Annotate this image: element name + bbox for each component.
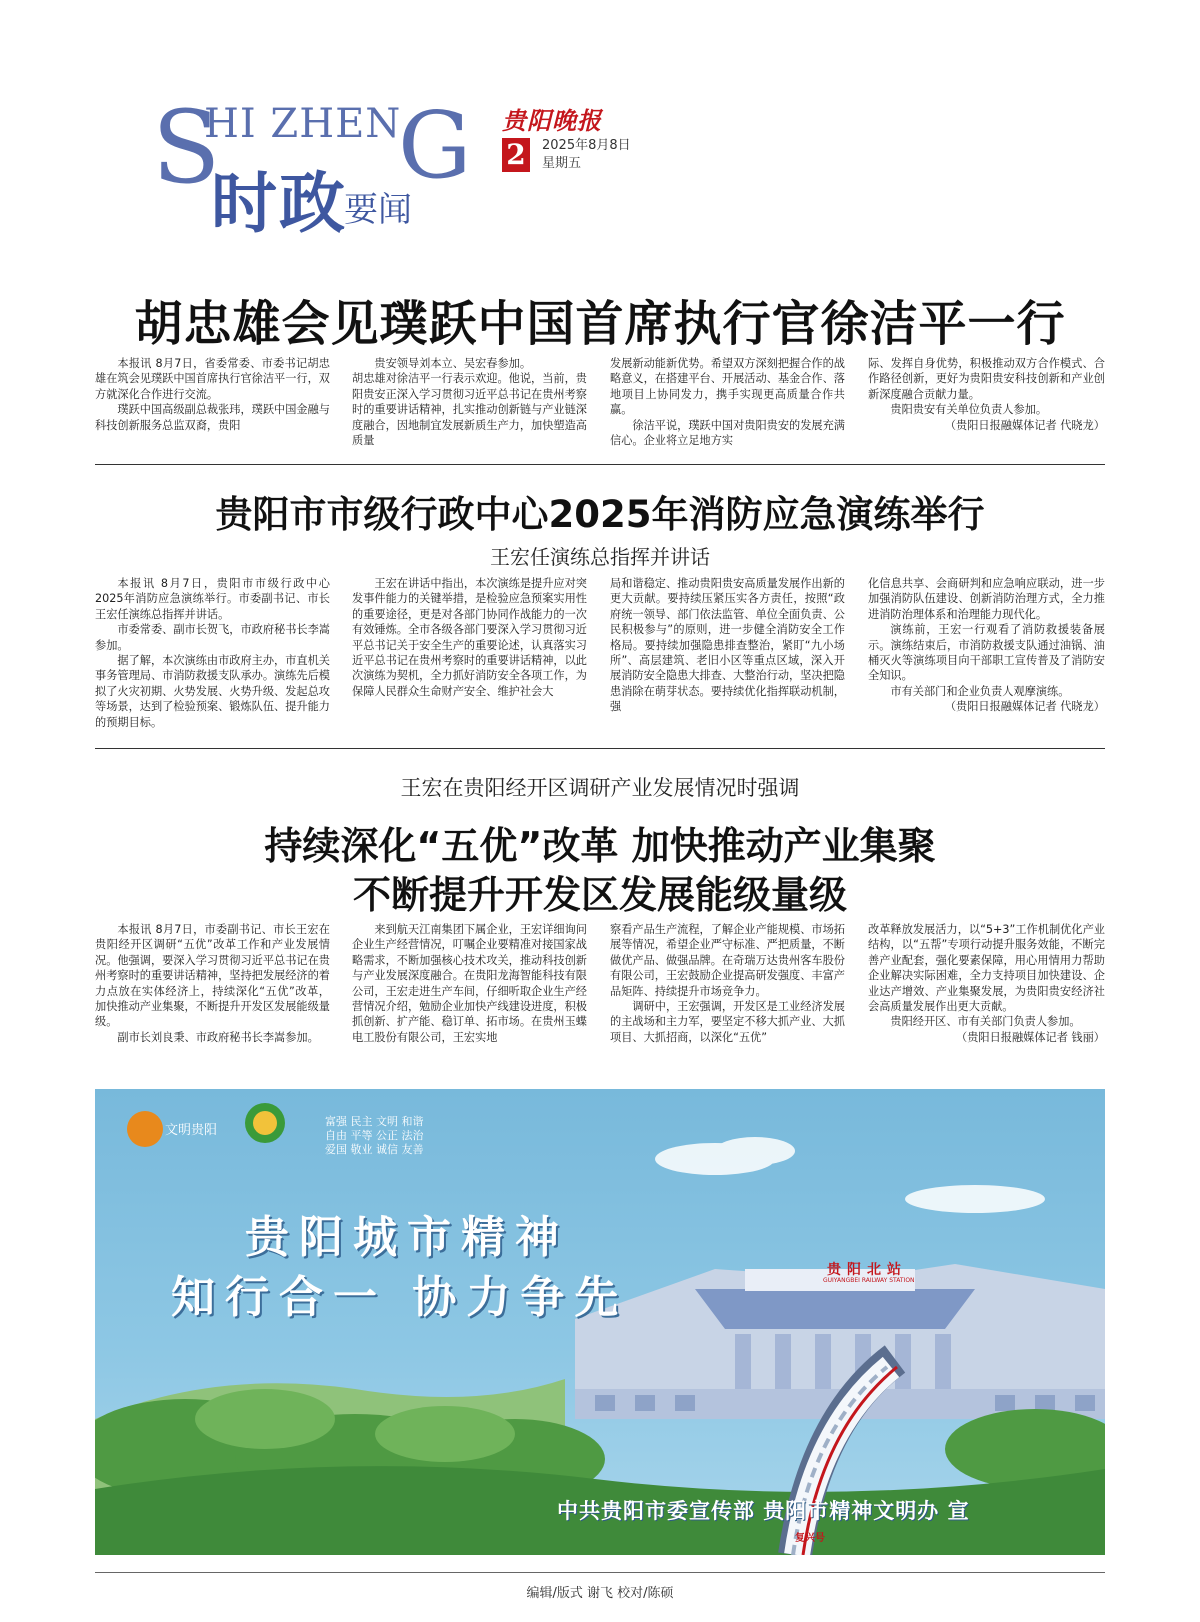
paragraph: 察看产品生产流程，了解企业产能规模、市场拓展等情况，希望企业严守标准、严把质量，不断做优产品、做强品牌。在奇瑞万达贵州客车股份有限公司，王宏鼓励企业提高研发强度、丰富产品矩阵、持续提升市场竞争力。 — [610, 923, 845, 998]
article3-col2 — [352, 922, 587, 1077]
paragraph: 副市长刘良秉、市政府秘书长李嵩参加。 — [117, 1030, 319, 1044]
article3-col1 — [95, 922, 330, 1077]
cloud-graphic — [655, 1137, 1045, 1213]
ad-credit: 中共贵阳市委宣传部 贵阳市精神文明办 宣 — [557, 1499, 970, 1523]
article2-col4 — [868, 576, 1105, 731]
paragraph: 胡忠雄对徐洁平一行表示欢迎。他说，当前，贵阳贵安正深入学习贯彻习近平总书记在贵州考察时的重要讲话精神，扎实推动创新链与产业链深度融合，因地制宜发展新质生产力，加快塑造高质量 — [352, 372, 587, 448]
article1-headline: 胡忠雄会见璞跃中国首席执行官徐洁平一行 — [134, 296, 1066, 352]
paragraph: 本报讯 8月7日，市委副书记、市长王宏在贵阳经开区调研“五优”改革工作和产业发展情况。他强调，要深入学习贯彻习近平总书记在贵州考察时的重要讲话精神，坚持把发展经济的着力点放在实体经济上，持续深化“五优”改革，加快推动产业集聚，不断提升开发区发展能级量级。 — [95, 923, 330, 1029]
article1-col1 — [95, 356, 330, 448]
article3-headline-line1: 持续深化“五优”改革 加快推动产业集聚 — [264, 824, 936, 868]
ad-slogan-line2: 知行合一 协力争先 — [171, 1272, 629, 1323]
paragraph: 化信息共享、会商研判和应急响应联动，进一步加强消防队伍建设、创新消防治理方式，全力推进消防治理体系和治理能力现代化。 — [868, 577, 1105, 621]
byline: （贵阳日报融媒体记者 代晓龙） — [944, 700, 1105, 714]
paragraph: 局和谐稳定、推动贵阳贵安高质量发展作出新的更大贡献。要持续压紧压实各方责任，按照“政府统一领导、部门依法监管、单位全面负责、公民积极参与”的原则，进一步健全消防安全工作格局。要持续加强隐患排查整治，紧盯“九小场所”、高层建筑、老旧小区等重点区域，深入开展消防安全隐患大排查、大整治行动，坚决把隐患消除在萌芽状态。要持续优化指挥联动机制，强 — [610, 577, 845, 714]
article1-col4 — [868, 356, 1105, 448]
article3-kicker: 王宏在贵阳经开区调研产业发展情况时强调 — [400, 776, 800, 800]
paragraph: 徐洁平说，璞跃中国对贵阳贵安的发展充满信心。企业将立足地方实 — [610, 418, 845, 448]
station-name: 贵阳北站 — [827, 1262, 907, 1278]
byline: （贵阳日报融媒体记者 钱丽） — [956, 1030, 1105, 1044]
article2-col1 — [95, 576, 330, 731]
paper-logo: 贵阳晚报 — [502, 106, 602, 135]
paragraph: 发展新动能新优势。希望双方深刻把握合作的战略意义，在搭建平台、开展活动、基金合作、落地项目上协同发力，携手实现更高质量合作共赢。 — [610, 357, 845, 417]
paragraph: 王宏在讲话中指出，本次演练是提升应对突发事件能力的关键举措，是检验应急预案实用性的重要途径，更是对各部门协同作战能力的一次有效锤炼。全市各级各部门要深入学习贯彻习近平总书记关于安全生产的重要论述，认真落实习近平总书记在贵州考察时的重要讲话精神，以此次演练为契机，全力抓好消防安全各项工作，为保障人民群众生命财产安全、维护社会大 — [352, 577, 587, 698]
paragraph: 市有关部门和企业负责人观摩演练。 — [890, 684, 1070, 698]
paragraph: 来到航天江南集团下属企业，王宏详细询问企业生产经营情况，叮嘱企业要精准对接国家战略需求，不断加强核心技术攻关，推动科技创新与产业发展深度融合。在贵阳龙海智能科技有限公司，王宏走进生产车间，仔细听取企业生产经营情况介绍，勉励企业加快产线建设进度，积极抓创新、扩产能、稳订单、拓市场。在贵州玉蝶电工股份有限公司，王宏实地 — [352, 923, 587, 1044]
train-name: 复兴号 — [795, 1533, 825, 1544]
core-values-line: 富强 民主 文明 和谐 — [325, 1115, 424, 1128]
public-service-ad — [95, 1089, 1105, 1555]
masthead-section: 时政 — [211, 165, 347, 242]
masthead-letter-g: G — [398, 92, 472, 199]
footer-divider — [95, 1572, 1105, 1573]
article2-col3 — [610, 576, 845, 731]
station-name-en: GUIYANGBEI RAILWAY STATION — [823, 1277, 915, 1284]
issue-date — [542, 137, 631, 173]
masthead-letter-s: S — [152, 89, 221, 206]
article1-col3 — [610, 356, 845, 448]
page-number: 2 — [502, 138, 530, 172]
paragraph: 际、发挥自身优势，积极推动双方合作模式、合作路径创新，更好为贵阳贵安科技创新和产业创新深度融合贡献力量。 — [868, 357, 1105, 401]
page-footer: 编辑/版式 谢飞 校对/陈硕 — [526, 1586, 674, 1601]
core-values-line: 自由 平等 公正 法治 — [325, 1129, 424, 1142]
masthead-section-sub: 要闻 — [344, 190, 412, 230]
article2-headline: 贵阳市市级行政中心2025年消防应急演练举行 — [215, 493, 985, 536]
article1-col2 — [352, 356, 587, 448]
paragraph: 贵阳贵安有关单位负责人参加。 — [890, 403, 1048, 417]
weekday-text: 星期五 — [542, 156, 582, 171]
paragraph: 据了解，本次演练由市政府主办，市直机关事务管理局、市消防救援支队承办。演练先后模拟了火灾初期、火势发展、火势升级、发起总攻等场景，达到了检验预案、锻炼队伍、提升能力的预期目标。 — [95, 654, 330, 729]
article3-col4 — [868, 922, 1105, 1077]
paragraph: 演练前，王宏一行观看了消防救援装备展示。演练结束后，市消防救援支队通过油锅、油桶灭火等演练项目向干部职工宣传普及了消防安全知识。 — [868, 623, 1105, 683]
divider — [95, 464, 1105, 465]
byline: （贵阳日报融媒体记者 代晓龙） — [944, 418, 1105, 432]
paragraph: 市委常委、副市长贺飞，市政府秘书长李嵩参加。 — [95, 623, 330, 652]
ad-brand: 文明贵阳 — [165, 1123, 218, 1138]
paragraph: 贵安领导刘本立、吴宏春参加。 — [374, 357, 532, 370]
paragraph: 改革释放发展活力，以“5+3”工作机制优化产业结构，以“五帮”专项行动提升服务效能，不断完善产业配套，强化要素保障，用心用情用力帮助企业解决实际困难，全力支持项目加快建设、企业达产增效、产业集聚发展，为贵阳贵安经济社会高质量发展作出更大贡献。 — [868, 923, 1105, 1014]
article3-col3 — [610, 922, 845, 1077]
article2-subhead: 王宏任演练总指挥并讲话 — [490, 545, 710, 569]
paragraph: 调研中，王宏强调，开发区是工业经济发展的主战场和主力军，要坚定不移大抓产业、大抓项目、大抓招商，以深化“五优” — [610, 1000, 845, 1044]
date-text: 2025年8月8日 — [542, 138, 631, 153]
core-values-line: 爱国 敬业 诚信 友善 — [325, 1143, 424, 1156]
core-values-text — [325, 1115, 525, 1157]
paragraph: 璞跃中国高级副总裁张玮，璞跃中国金融与科技创新服务总监双裔，贵阳 — [95, 403, 330, 432]
masthead-pinyin: HI ZHEN — [204, 101, 402, 147]
paragraph: 本报讯 8月7日，省委常委、市委书记胡忠雄在筑会见璞跃中国首席执行官徐洁平一行，双方就深化合作进行交流。 — [95, 357, 330, 401]
divider — [95, 748, 1105, 749]
article3-headline-line2: 不断提升开发区发展能级量级 — [352, 873, 847, 917]
ad-slogan-line1: 贵阳城市精神 — [245, 1212, 569, 1263]
article2-col2 — [352, 576, 587, 731]
paragraph: 本报讯 8月7日，贵阳市市级行政中心2025年消防应急演练举行。市委副书记、市长王宏任演练总指挥并讲话。 — [95, 577, 330, 621]
paragraph: 贵阳经开区、市有关部门负责人参加。 — [890, 1015, 1081, 1029]
